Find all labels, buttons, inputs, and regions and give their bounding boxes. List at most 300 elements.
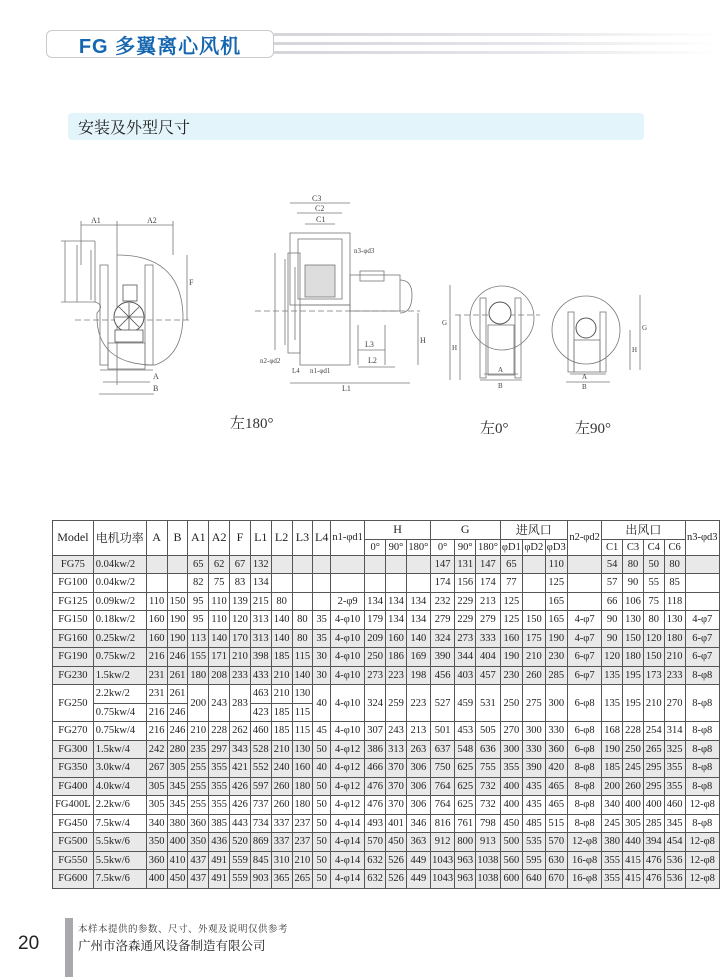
cell-n1: 4-φ14 — [330, 851, 364, 870]
cell-power: 1.5kw/4 — [93, 740, 146, 759]
cell-c1: 355 — [602, 870, 623, 889]
cell-l4: 50 — [313, 740, 331, 759]
cell-g0: 324 — [430, 629, 454, 648]
cell-c6: 355 — [664, 759, 685, 778]
fan-left-90-view-drawing — [550, 290, 650, 390]
cell-h0: 179 — [365, 611, 386, 630]
cell-l3 — [292, 574, 313, 593]
cell-c3: 150 — [623, 629, 644, 648]
cell-n3: 8-φ8 — [685, 722, 719, 741]
cell-a1: 155 — [188, 648, 209, 667]
cell-l1: 869 — [250, 833, 271, 852]
cell-c4: 50 — [643, 555, 664, 574]
cell-c3: 195 — [623, 666, 644, 685]
spec-table-body — [53, 555, 720, 888]
cell-a: 267 — [146, 759, 167, 778]
cell-d1: 125 — [500, 611, 522, 630]
cell-l3: 237 — [292, 814, 313, 833]
cell-l1: 398 — [250, 648, 271, 667]
cell-f: 426 — [230, 777, 251, 796]
cell-h90: 134 — [386, 611, 407, 630]
svg-text:H: H — [632, 346, 638, 354]
cell-c1: 185 — [602, 759, 623, 778]
cell-model: FG150 — [53, 611, 94, 630]
cell-l4: 50 — [313, 833, 331, 852]
cell-g180: 531 — [476, 685, 500, 722]
cell-model: FG100 — [53, 574, 94, 593]
cell-n1: 4-φ10 — [330, 666, 364, 685]
cell-h90: 526 — [386, 851, 407, 870]
cell-h180: 140 — [406, 629, 430, 648]
cell-g0: 456 — [430, 666, 454, 685]
cell-c6: 460 — [664, 796, 685, 815]
cell-power: 3.0kw/4 — [93, 759, 146, 778]
cell-d2: 150 — [523, 611, 545, 630]
cell-l3: 140 — [292, 666, 313, 685]
cell-h90 — [386, 574, 407, 593]
cell-power: 7.5kw/6 — [93, 870, 146, 889]
cell-power: 0.04kw/2 — [93, 574, 146, 593]
cell-model: FG230 — [53, 666, 94, 685]
cell-a: 242 — [146, 740, 167, 759]
table-row — [53, 814, 720, 833]
cell-g180: 279 — [476, 611, 500, 630]
cell-h0: 324 — [365, 685, 386, 722]
col-header-model: Model — [53, 521, 94, 556]
cell-h180: 306 — [406, 759, 430, 778]
cell-l2: 210 — [271, 685, 292, 704]
cell-c6: 180 — [664, 629, 685, 648]
cell-d3: 465 — [545, 796, 567, 815]
cell-a1: 437 — [188, 851, 209, 870]
cell-a: 216 — [146, 703, 167, 722]
cell-a1: 360 — [188, 814, 209, 833]
cell-f: 120 — [230, 611, 251, 630]
cell-c3: 106 — [623, 592, 644, 611]
cell-n1: 4-φ14 — [330, 870, 364, 889]
table-row — [53, 574, 720, 593]
cell-l2: 185 — [271, 722, 292, 741]
cell-c6: 130 — [664, 611, 685, 630]
cell-a: 360 — [146, 851, 167, 870]
cell-l1: 132 — [250, 555, 271, 574]
svg-text:n2-φd2: n2-φd2 — [260, 357, 281, 365]
cell-d2 — [523, 555, 545, 574]
cell-l2: 260 — [271, 796, 292, 815]
cell-l3: 237 — [292, 833, 313, 852]
col-header-A2: A2 — [209, 521, 230, 556]
table-row — [53, 851, 720, 870]
cell-c6: 80 — [664, 555, 685, 574]
col-header-L3: L3 — [292, 521, 313, 556]
cell-b: 190 — [167, 629, 188, 648]
svg-text:n1-φd1: n1-φd1 — [310, 367, 331, 375]
cell-n3: 6-φ7 — [685, 648, 719, 667]
cell-a — [146, 555, 167, 574]
cell-d3: 285 — [545, 666, 567, 685]
cell-l1: 460 — [250, 722, 271, 741]
cell-d1: 600 — [500, 870, 522, 889]
cell-f: 443 — [230, 814, 251, 833]
cell-c1: 168 — [602, 722, 623, 741]
cell-h180: 223 — [406, 685, 430, 722]
cell-c4: 80 — [643, 611, 664, 630]
table-row — [53, 777, 720, 796]
cell-c1: 54 — [602, 555, 623, 574]
section-heading-bar — [68, 113, 644, 140]
cell-g90: 273 — [455, 629, 476, 648]
cell-c3: 90 — [623, 574, 644, 593]
cell-c6: 233 — [664, 666, 685, 685]
cell-l3: 115 — [292, 648, 313, 667]
cell-f: 283 — [230, 685, 251, 722]
cell-b: 246 — [167, 648, 188, 667]
cell-power: 7.5kw/4 — [93, 814, 146, 833]
cell-h180: 169 — [406, 648, 430, 667]
cell-f: 83 — [230, 574, 251, 593]
cell-model: FG190 — [53, 648, 94, 667]
cell-a1: 65 — [188, 555, 209, 574]
cell-f: 559 — [230, 870, 251, 889]
cell-b: 261 — [167, 685, 188, 704]
svg-text:C1: C1 — [316, 215, 326, 224]
cell-l4: 50 — [313, 870, 331, 889]
cell-g90: 548 — [455, 740, 476, 759]
cell-l2: 240 — [271, 759, 292, 778]
cell-d3: 330 — [545, 722, 567, 741]
cell-l2: 140 — [271, 629, 292, 648]
cell-d1: 355 — [500, 759, 522, 778]
cell-f: 343 — [230, 740, 251, 759]
cell-n3: 8-φ8 — [685, 666, 719, 685]
cell-c1: 355 — [602, 851, 623, 870]
cell-power: 4.0kw/4 — [93, 777, 146, 796]
cell-c4: 55 — [643, 574, 664, 593]
cell-f: 421 — [230, 759, 251, 778]
cell-c3: 260 — [623, 777, 644, 796]
cell-n3 — [685, 592, 719, 611]
cell-a1: 200 — [188, 685, 209, 722]
cell-d2: 390 — [523, 759, 545, 778]
cell-a1: 210 — [188, 722, 209, 741]
cell-h180: 198 — [406, 666, 430, 685]
cell-model: FG400L — [53, 796, 94, 815]
fan-front-view-drawing — [250, 195, 430, 395]
cell-f: 210 — [230, 648, 251, 667]
cell-g90: 131 — [455, 555, 476, 574]
cell-d2: 595 — [523, 851, 545, 870]
cell-h0: 209 — [365, 629, 386, 648]
cell-l1: 313 — [250, 611, 271, 630]
cell-a2: 355 — [209, 796, 230, 815]
cell-d2: 330 — [523, 740, 545, 759]
cell-model: FG550 — [53, 851, 94, 870]
col-header-F: F — [230, 521, 251, 556]
cell-c3: 195 — [623, 685, 644, 722]
cell-g90: 403 — [455, 666, 476, 685]
cell-g0: 1043 — [430, 851, 454, 870]
svg-text:C2: C2 — [315, 204, 325, 213]
cell-d1: 65 — [500, 555, 522, 574]
cell-f: 520 — [230, 833, 251, 852]
col-header-G-90: 90° — [455, 539, 476, 555]
cell-g90: 800 — [455, 833, 476, 852]
cell-l3: 80 — [292, 611, 313, 630]
cell-h90: 259 — [386, 685, 407, 722]
cell-b: 400 — [167, 833, 188, 852]
cell-a: 400 — [146, 870, 167, 889]
cell-c1: 57 — [602, 574, 623, 593]
cell-c4: 150 — [643, 648, 664, 667]
cell-l2: 260 — [271, 777, 292, 796]
cell-c1: 200 — [602, 777, 623, 796]
svg-text:B: B — [582, 383, 587, 390]
cell-d3: 110 — [545, 555, 567, 574]
svg-text:G: G — [642, 324, 648, 332]
cell-l4: 40 — [313, 759, 331, 778]
cell-a1: 235 — [188, 740, 209, 759]
cell-l1: 734 — [250, 814, 271, 833]
cell-model: FG400 — [53, 777, 94, 796]
cell-n2: 6-φ8 — [567, 722, 601, 741]
cell-l2: 80 — [271, 592, 292, 611]
cell-model: FG450 — [53, 814, 94, 833]
cell-g90: 963 — [455, 851, 476, 870]
cell-c4: 394 — [643, 833, 664, 852]
cell-g180: 505 — [476, 722, 500, 741]
cell-c4: 265 — [643, 740, 664, 759]
cell-g90: 459 — [455, 685, 476, 722]
cell-n2: 6-φ7 — [567, 648, 601, 667]
cell-model: FG500 — [53, 833, 94, 852]
cell-l2: 185 — [271, 703, 292, 722]
cell-h180: 213 — [406, 722, 430, 741]
cell-a: 160 — [146, 629, 167, 648]
cell-h0: 632 — [365, 870, 386, 889]
cell-h180: 346 — [406, 814, 430, 833]
cell-c6: 118 — [664, 592, 685, 611]
cell-a2: 243 — [209, 685, 230, 722]
cell-a1: 255 — [188, 759, 209, 778]
cell-c1: 135 — [602, 685, 623, 722]
cell-n2 — [567, 555, 601, 574]
cell-n1: 4-φ10 — [330, 722, 364, 741]
cell-n1: 4-φ10 — [330, 648, 364, 667]
cell-c1: 380 — [602, 833, 623, 852]
svg-text:C3: C3 — [312, 195, 322, 203]
cell-g180: 732 — [476, 796, 500, 815]
cell-n3 — [685, 574, 719, 593]
svg-text:A: A — [498, 366, 504, 374]
cell-c6: 325 — [664, 740, 685, 759]
cell-n1: 4-φ12 — [330, 796, 364, 815]
col-header-L2: L2 — [271, 521, 292, 556]
cell-d1: 160 — [500, 629, 522, 648]
cell-n1 — [330, 555, 364, 574]
cell-l4: 50 — [313, 777, 331, 796]
cell-d2 — [523, 574, 545, 593]
cell-l4: 35 — [313, 611, 331, 630]
cell-n1: 4-φ10 — [330, 685, 364, 722]
cell-h0: 570 — [365, 833, 386, 852]
cell-h180: 134 — [406, 611, 430, 630]
header-decorative-lines — [274, 33, 720, 55]
cell-h180: 449 — [406, 870, 430, 889]
cell-power: 5.5kw/6 — [93, 833, 146, 852]
cell-c4: 173 — [643, 666, 664, 685]
cell-a2: 228 — [209, 722, 230, 741]
cell-b: 380 — [167, 814, 188, 833]
col-header-D3: φD3 — [545, 539, 567, 555]
cell-a: 216 — [146, 722, 167, 741]
cell-c4: 210 — [643, 685, 664, 722]
cell-c4: 120 — [643, 629, 664, 648]
cell-l2: 140 — [271, 611, 292, 630]
cell-l2: 310 — [271, 851, 292, 870]
cell-model: FG125 — [53, 592, 94, 611]
cell-n2: 8-φ8 — [567, 759, 601, 778]
cell-d1: 400 — [500, 777, 522, 796]
cell-power: 0.09kw/2 — [93, 592, 146, 611]
dimension-spec-table — [52, 520, 720, 889]
cell-d1: 250 — [500, 685, 522, 722]
cell-d2: 485 — [523, 814, 545, 833]
cell-f: 170 — [230, 629, 251, 648]
cell-d3: 670 — [545, 870, 567, 889]
cell-c6: 314 — [664, 722, 685, 741]
cell-a: 216 — [146, 648, 167, 667]
cell-l3: 80 — [292, 629, 313, 648]
cell-n2: 4-φ7 — [567, 629, 601, 648]
cell-l1: 433 — [250, 666, 271, 685]
cell-c3: 228 — [623, 722, 644, 741]
cell-h90: 186 — [386, 648, 407, 667]
cell-g180: 333 — [476, 629, 500, 648]
cell-d3: 515 — [545, 814, 567, 833]
cell-c6: 536 — [664, 870, 685, 889]
cell-h90: 401 — [386, 814, 407, 833]
cell-c1: 245 — [602, 814, 623, 833]
svg-text:F: F — [189, 278, 194, 287]
cell-c6: 210 — [664, 648, 685, 667]
cell-b: 305 — [167, 759, 188, 778]
cell-c6: 270 — [664, 685, 685, 722]
cell-power: 2.2kw/2 — [93, 685, 146, 704]
cell-a: 160 — [146, 611, 167, 630]
table-row — [53, 592, 720, 611]
section-title: 安装及外型尺寸 — [78, 118, 191, 137]
cell-l3: 180 — [292, 796, 313, 815]
col-header-A1: A1 — [188, 521, 209, 556]
cell-d3: 360 — [545, 740, 567, 759]
svg-text:H: H — [420, 336, 426, 345]
cell-g0: 637 — [430, 740, 454, 759]
svg-text:L3: L3 — [365, 340, 374, 349]
cell-c3: 415 — [623, 870, 644, 889]
col-header-G-0: 0° — [430, 539, 454, 555]
cell-b — [167, 555, 188, 574]
cell-f: 67 — [230, 555, 251, 574]
cell-d3: 190 — [545, 629, 567, 648]
cell-l3: 115 — [292, 722, 313, 741]
col-header-C6: C6 — [664, 539, 685, 555]
cell-l1: 134 — [250, 574, 271, 593]
cell-l4: 45 — [313, 722, 331, 741]
cell-g0: 527 — [430, 685, 454, 722]
cell-c4: 285 — [643, 814, 664, 833]
cell-g180: 1038 — [476, 851, 500, 870]
cell-g180: 1038 — [476, 870, 500, 889]
cell-n1: 4-φ12 — [330, 759, 364, 778]
cell-c3: 180 — [623, 648, 644, 667]
cell-d1: 450 — [500, 814, 522, 833]
cell-c6: 85 — [664, 574, 685, 593]
cell-n3: 8-φ8 — [685, 759, 719, 778]
cell-l4 — [313, 555, 331, 574]
cell-n3: 4-φ7 — [685, 611, 719, 630]
cell-l2 — [271, 555, 292, 574]
cell-b: 410 — [167, 851, 188, 870]
cell-b: 450 — [167, 870, 188, 889]
col-header-inlet: 进风口 — [500, 521, 567, 540]
cell-g0: 147 — [430, 555, 454, 574]
cell-n2: 12-φ8 — [567, 833, 601, 852]
cell-l1: 463 — [250, 685, 271, 704]
cell-h180: 449 — [406, 851, 430, 870]
table-row — [53, 740, 720, 759]
cell-n3: 12-φ8 — [685, 796, 719, 815]
cell-h0: 250 — [365, 648, 386, 667]
cell-d3: 125 — [545, 574, 567, 593]
cell-a2: 171 — [209, 648, 230, 667]
cell-g0: 174 — [430, 574, 454, 593]
cell-h180: 263 — [406, 740, 430, 759]
cell-c1: 90 — [602, 629, 623, 648]
col-header-H-180: 180° — [406, 539, 430, 555]
cell-h90: 134 — [386, 592, 407, 611]
cell-g180: 636 — [476, 740, 500, 759]
caption-left-90: 左90° — [575, 421, 611, 437]
dim-label-A1: A1 — [91, 216, 101, 225]
cell-g90: 625 — [455, 777, 476, 796]
cell-power: 5.5kw/6 — [93, 851, 146, 870]
cell-d2: 275 — [523, 685, 545, 722]
cell-b: 190 — [167, 611, 188, 630]
cell-c4: 254 — [643, 722, 664, 741]
cell-n3: 8-φ8 — [685, 740, 719, 759]
cell-l4: 50 — [313, 851, 331, 870]
cell-l3: 130 — [292, 685, 313, 704]
cell-l4: 35 — [313, 629, 331, 648]
fan-side-view-drawing — [55, 215, 205, 405]
cell-c3: 250 — [623, 740, 644, 759]
catalog-title: FG 多翼离心风机 — [78, 35, 242, 58]
cell-a: 110 — [146, 592, 167, 611]
cell-l3: 210 — [292, 851, 313, 870]
cell-c4: 400 — [643, 796, 664, 815]
cell-l1: 737 — [250, 796, 271, 815]
cell-a2: 491 — [209, 851, 230, 870]
cell-l1: 528 — [250, 740, 271, 759]
cell-power: 0.25kw/2 — [93, 629, 146, 648]
cell-power: 0.75kw/4 — [93, 703, 146, 722]
cell-n1: 4-φ12 — [330, 777, 364, 796]
cell-l3: 130 — [292, 740, 313, 759]
cell-g180: 174 — [476, 574, 500, 593]
cell-l1: 552 — [250, 759, 271, 778]
cell-a: 305 — [146, 777, 167, 796]
cell-g0: 764 — [430, 796, 454, 815]
